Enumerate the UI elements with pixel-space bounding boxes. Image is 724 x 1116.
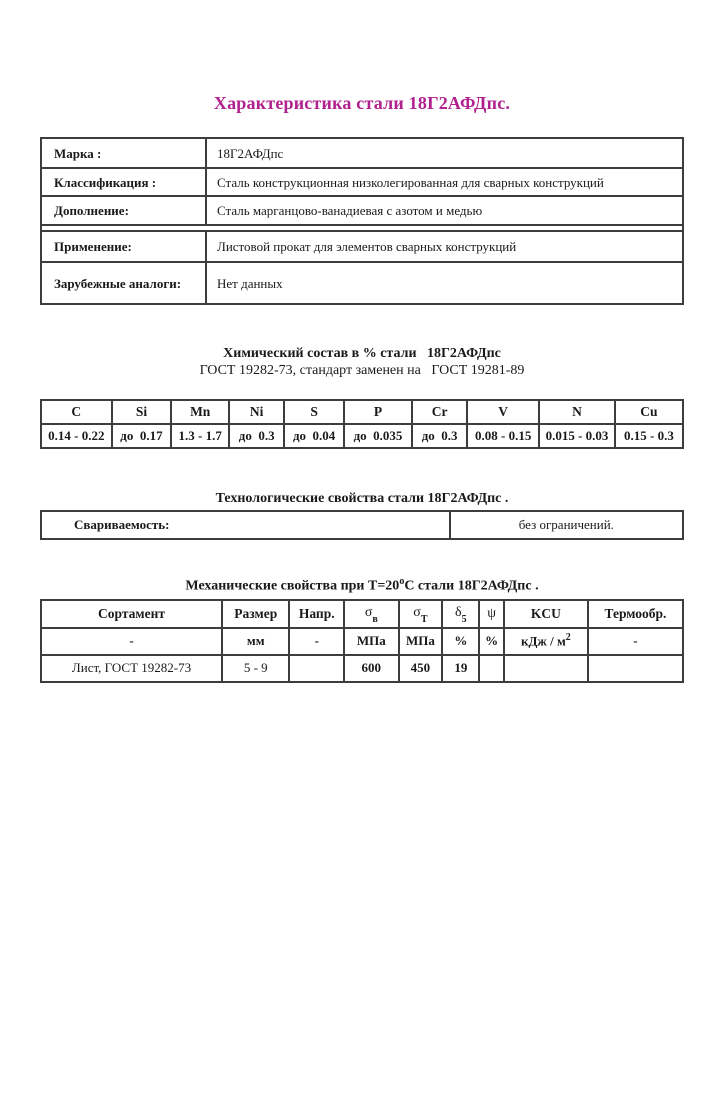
info-value-analogi: Нет данных <box>206 262 683 304</box>
info-label-primenenie: Применение: <box>41 231 206 262</box>
psi-symbol: ψ <box>487 606 497 622</box>
mech-section-heading <box>40 574 684 595</box>
mech-unit-sigma-t: МПа <box>399 628 443 655</box>
chem-heading-line2: ГОСТ 19282-73, стандарт заменен на ГОСТ 19281-89 <box>199 363 525 378</box>
mech-units-row <box>41 628 683 655</box>
tech-properties-table <box>40 510 684 540</box>
info-label-klassifikacija: Классификация : <box>41 168 206 196</box>
chem-composition-table <box>40 399 684 449</box>
document-page <box>0 92 724 683</box>
table-row <box>41 196 683 225</box>
chem-section-heading <box>40 346 684 379</box>
table-row <box>41 138 683 168</box>
mech-header-row <box>41 600 683 628</box>
tech-section-heading: Технологические свойства стали 18Г2АФДпс . <box>215 491 509 506</box>
mech-unit-psi: % <box>479 628 503 655</box>
delta-symbol: δ <box>455 605 462 621</box>
chem-heading-line1: Химический состав в % стали 18Г2АФДпс <box>223 346 501 361</box>
info-value-marka: 18Г2АФДпс <box>206 138 683 168</box>
chem-value-n: 0.015 - 0.03 <box>539 424 615 448</box>
kcu-unit-superscript: 2 <box>565 632 571 644</box>
chem-header-mn: Mn <box>171 400 229 424</box>
mech-header-sortament: Сортамент <box>41 600 222 628</box>
sigma-t-subscript: Т <box>420 614 428 625</box>
mech-unit-sigma-v: МПа <box>344 628 399 655</box>
delta-subscript: 5 <box>461 614 467 625</box>
mech-header-sigma-t <box>399 600 443 628</box>
info-value-primenenie: Листовой прокат для элементов сварных конструкций <box>206 231 683 262</box>
chem-value-cu: 0.15 - 0.3 <box>615 424 683 448</box>
mech-unit-kcu <box>504 628 588 655</box>
info-label-marka: Марка : <box>41 138 206 168</box>
mech-header-razmer: Размер <box>222 600 289 628</box>
mech-unit-sortament: - <box>41 628 222 655</box>
chem-value-mn: 1.3 - 1.7 <box>171 424 229 448</box>
table-row <box>41 262 683 304</box>
chem-header-p: P <box>344 400 412 424</box>
mech-header-sigma-v <box>344 600 399 628</box>
mech-data-napr <box>289 655 344 682</box>
info-label-dopolnenie: Дополнение: <box>41 196 206 225</box>
chem-header-si: Si <box>112 400 172 424</box>
kcu-unit-text: кДж / м <box>520 633 566 649</box>
mech-header-delta5 <box>442 600 479 628</box>
mech-heading-pre: Механические свойства при Т=20 <box>185 578 400 594</box>
sigma-symbol: σ <box>364 605 373 621</box>
chem-value-ni: до 0.3 <box>229 424 284 448</box>
chem-header-n: N <box>539 400 615 424</box>
info-label-analogi: Зарубежные аналоги: <box>41 262 206 304</box>
mech-data-sigma-t: 450 <box>399 655 443 682</box>
mech-properties-table <box>40 599 684 683</box>
mech-unit-napr: - <box>289 628 344 655</box>
table-row <box>41 231 683 262</box>
mech-data-row <box>41 655 683 682</box>
chem-value-c: 0.14 - 0.22 <box>41 424 112 448</box>
table-row <box>41 168 683 196</box>
mech-unit-razmer: мм <box>222 628 289 655</box>
mech-heading-sup: о <box>399 576 405 587</box>
weldability-value: без ограничений. <box>450 511 683 539</box>
mech-data-sigma-v: 600 <box>344 655 399 682</box>
mech-header-kcu: KCU <box>504 600 588 628</box>
steel-info-table <box>40 137 684 305</box>
mech-heading-post: С стали 18Г2АФДпс . <box>404 578 539 594</box>
chem-header-row <box>41 400 683 424</box>
weldability-label: Свариваемость: <box>41 511 450 539</box>
mech-data-razmer: 5 - 9 <box>222 655 289 682</box>
chem-value-p: до 0.035 <box>344 424 412 448</box>
mech-data-kcu <box>504 655 588 682</box>
mech-header-psi <box>479 600 503 628</box>
chem-header-c: C <box>41 400 112 424</box>
chem-value-v: 0.08 - 0.15 <box>467 424 539 448</box>
mech-unit-delta5: % <box>442 628 479 655</box>
page-title: Характеристика стали 18Г2АФДпс. <box>213 93 511 113</box>
table-row <box>41 511 683 539</box>
info-value-dopolnenie: Сталь марганцово-ванадиевая с азотом и медью <box>206 196 683 225</box>
chem-value-si: до 0.17 <box>112 424 172 448</box>
mech-data-psi <box>479 655 503 682</box>
mech-header-termoobr: Термообр. <box>588 600 683 628</box>
mech-data-delta5: 19 <box>442 655 479 682</box>
chem-header-cu: Cu <box>615 400 683 424</box>
info-value-klassifikacija: Сталь конструкционная низколегированная для сварных конструкций <box>206 168 683 196</box>
chem-header-v: V <box>467 400 539 424</box>
chem-value-cr: до 0.3 <box>412 424 467 448</box>
mech-unit-termoobr: - <box>588 628 683 655</box>
sigma-symbol: σ <box>413 605 421 621</box>
chem-header-s: S <box>284 400 344 424</box>
mech-data-sortament: Лист, ГОСТ 19282-73 <box>41 655 222 682</box>
chem-value-s: до 0.04 <box>284 424 344 448</box>
chem-header-ni: Ni <box>229 400 284 424</box>
mech-header-napr: Напр. <box>289 600 344 628</box>
sigma-v-subscript: в <box>372 614 378 625</box>
mech-data-termoobr <box>588 655 683 682</box>
chem-header-cr: Cr <box>412 400 467 424</box>
chem-values-row <box>41 424 683 448</box>
